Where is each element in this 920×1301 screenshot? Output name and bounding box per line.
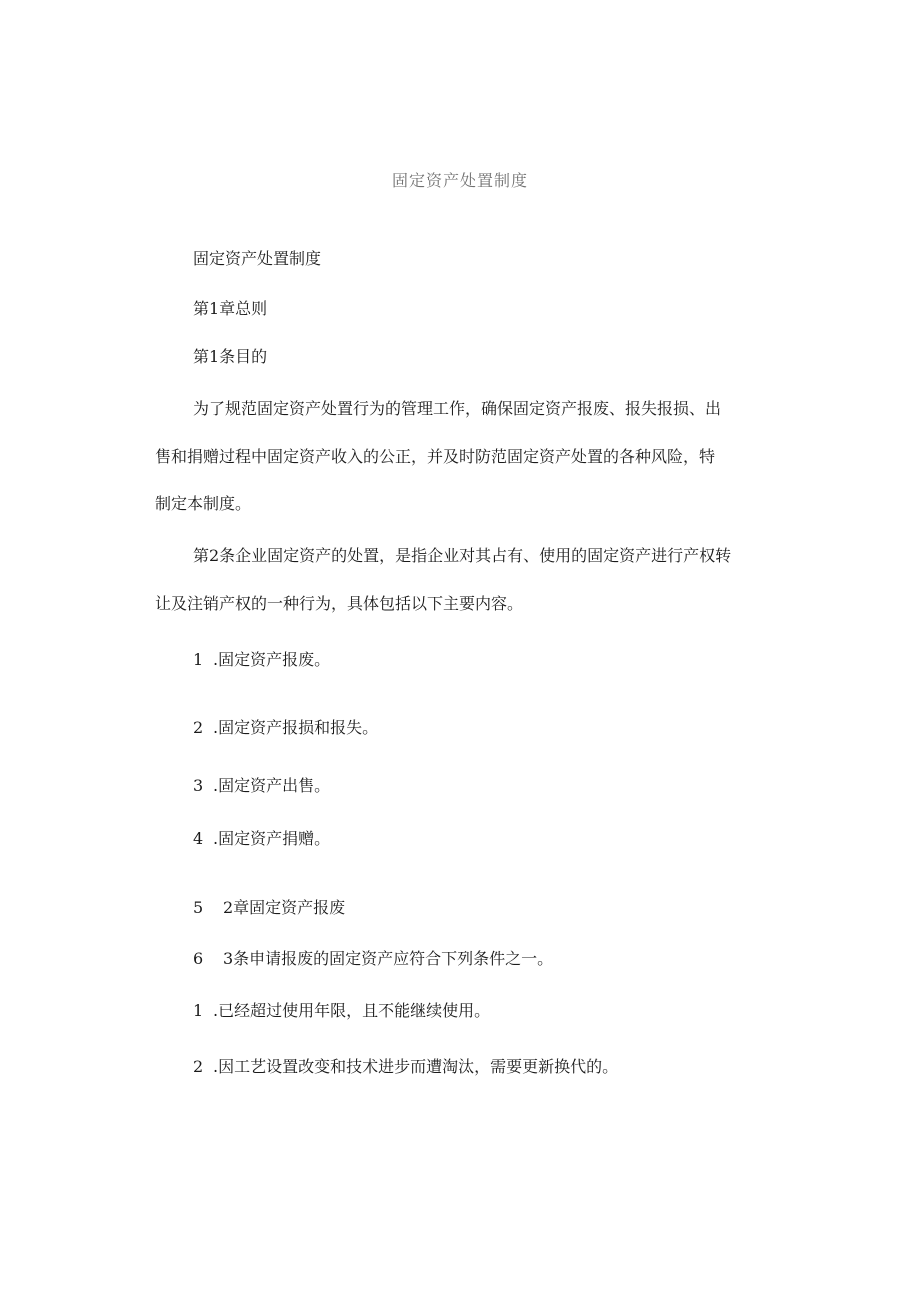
list-item — [193, 776, 330, 796]
list-item-number: 6 — [193, 949, 204, 968]
list-item — [193, 718, 378, 738]
list-item-text: 3条申请报废的固定资产应符合下列条件之一。 — [223, 949, 554, 968]
chapter-heading: 第1章总则 — [193, 299, 268, 318]
list-item-text: .固定资产报废。 — [213, 650, 331, 669]
paragraph-2-line-1: 第2条企业固定资产的处置，是指企业对其占有、使用的固定资产进行产权转 — [193, 546, 732, 565]
list-item-text: .固定资产出售。 — [213, 776, 331, 795]
list-item-number: 5 — [193, 898, 204, 917]
list-item-text: .已经超过使用年限，且不能继续使用。 — [213, 1001, 491, 1020]
list-item-text: .固定资产报损和报失。 — [213, 718, 379, 737]
list-item — [193, 1057, 618, 1077]
list-item-text: .固定资产捐赠。 — [213, 829, 331, 848]
header-title: 固定资产处置制度 — [391, 171, 528, 190]
list-item-text: .因工艺设置改变和技术进步而遭淘汰，需要更新换代的。 — [213, 1057, 619, 1076]
article-heading: 第1条目的 — [193, 347, 268, 366]
list-item — [193, 650, 330, 670]
paragraph-1-line-3: 制定本制度。 — [155, 494, 252, 513]
list-item-number: 1 — [193, 650, 204, 669]
list-item-text: 2章固定资产报废 — [223, 898, 346, 917]
list-item-number: 4 — [193, 829, 204, 848]
list-item-number: 2 — [193, 718, 204, 737]
list-item — [193, 949, 553, 969]
paragraph-2-line-2: 让及注销产权的一种行为，具体包括以下主要内容。 — [155, 594, 524, 613]
list-item — [193, 898, 345, 918]
list-item — [193, 1001, 490, 1021]
list-item-number: 2 — [193, 1057, 204, 1076]
paragraph-1-line-1: 为了规范固定资产处置行为的管理工作，确保固定资产报废、报失报损、出 — [193, 399, 722, 418]
doc-title: 固定资产处置制度 — [193, 249, 322, 268]
list-item — [193, 829, 330, 849]
list-item-number: 1 — [193, 1001, 204, 1020]
paragraph-1-line-2: 售和捐赠过程中固定资产收入的公正，并及时防范固定资产处置的各种风险，特 — [155, 447, 716, 466]
list-item-number: 3 — [193, 776, 204, 795]
